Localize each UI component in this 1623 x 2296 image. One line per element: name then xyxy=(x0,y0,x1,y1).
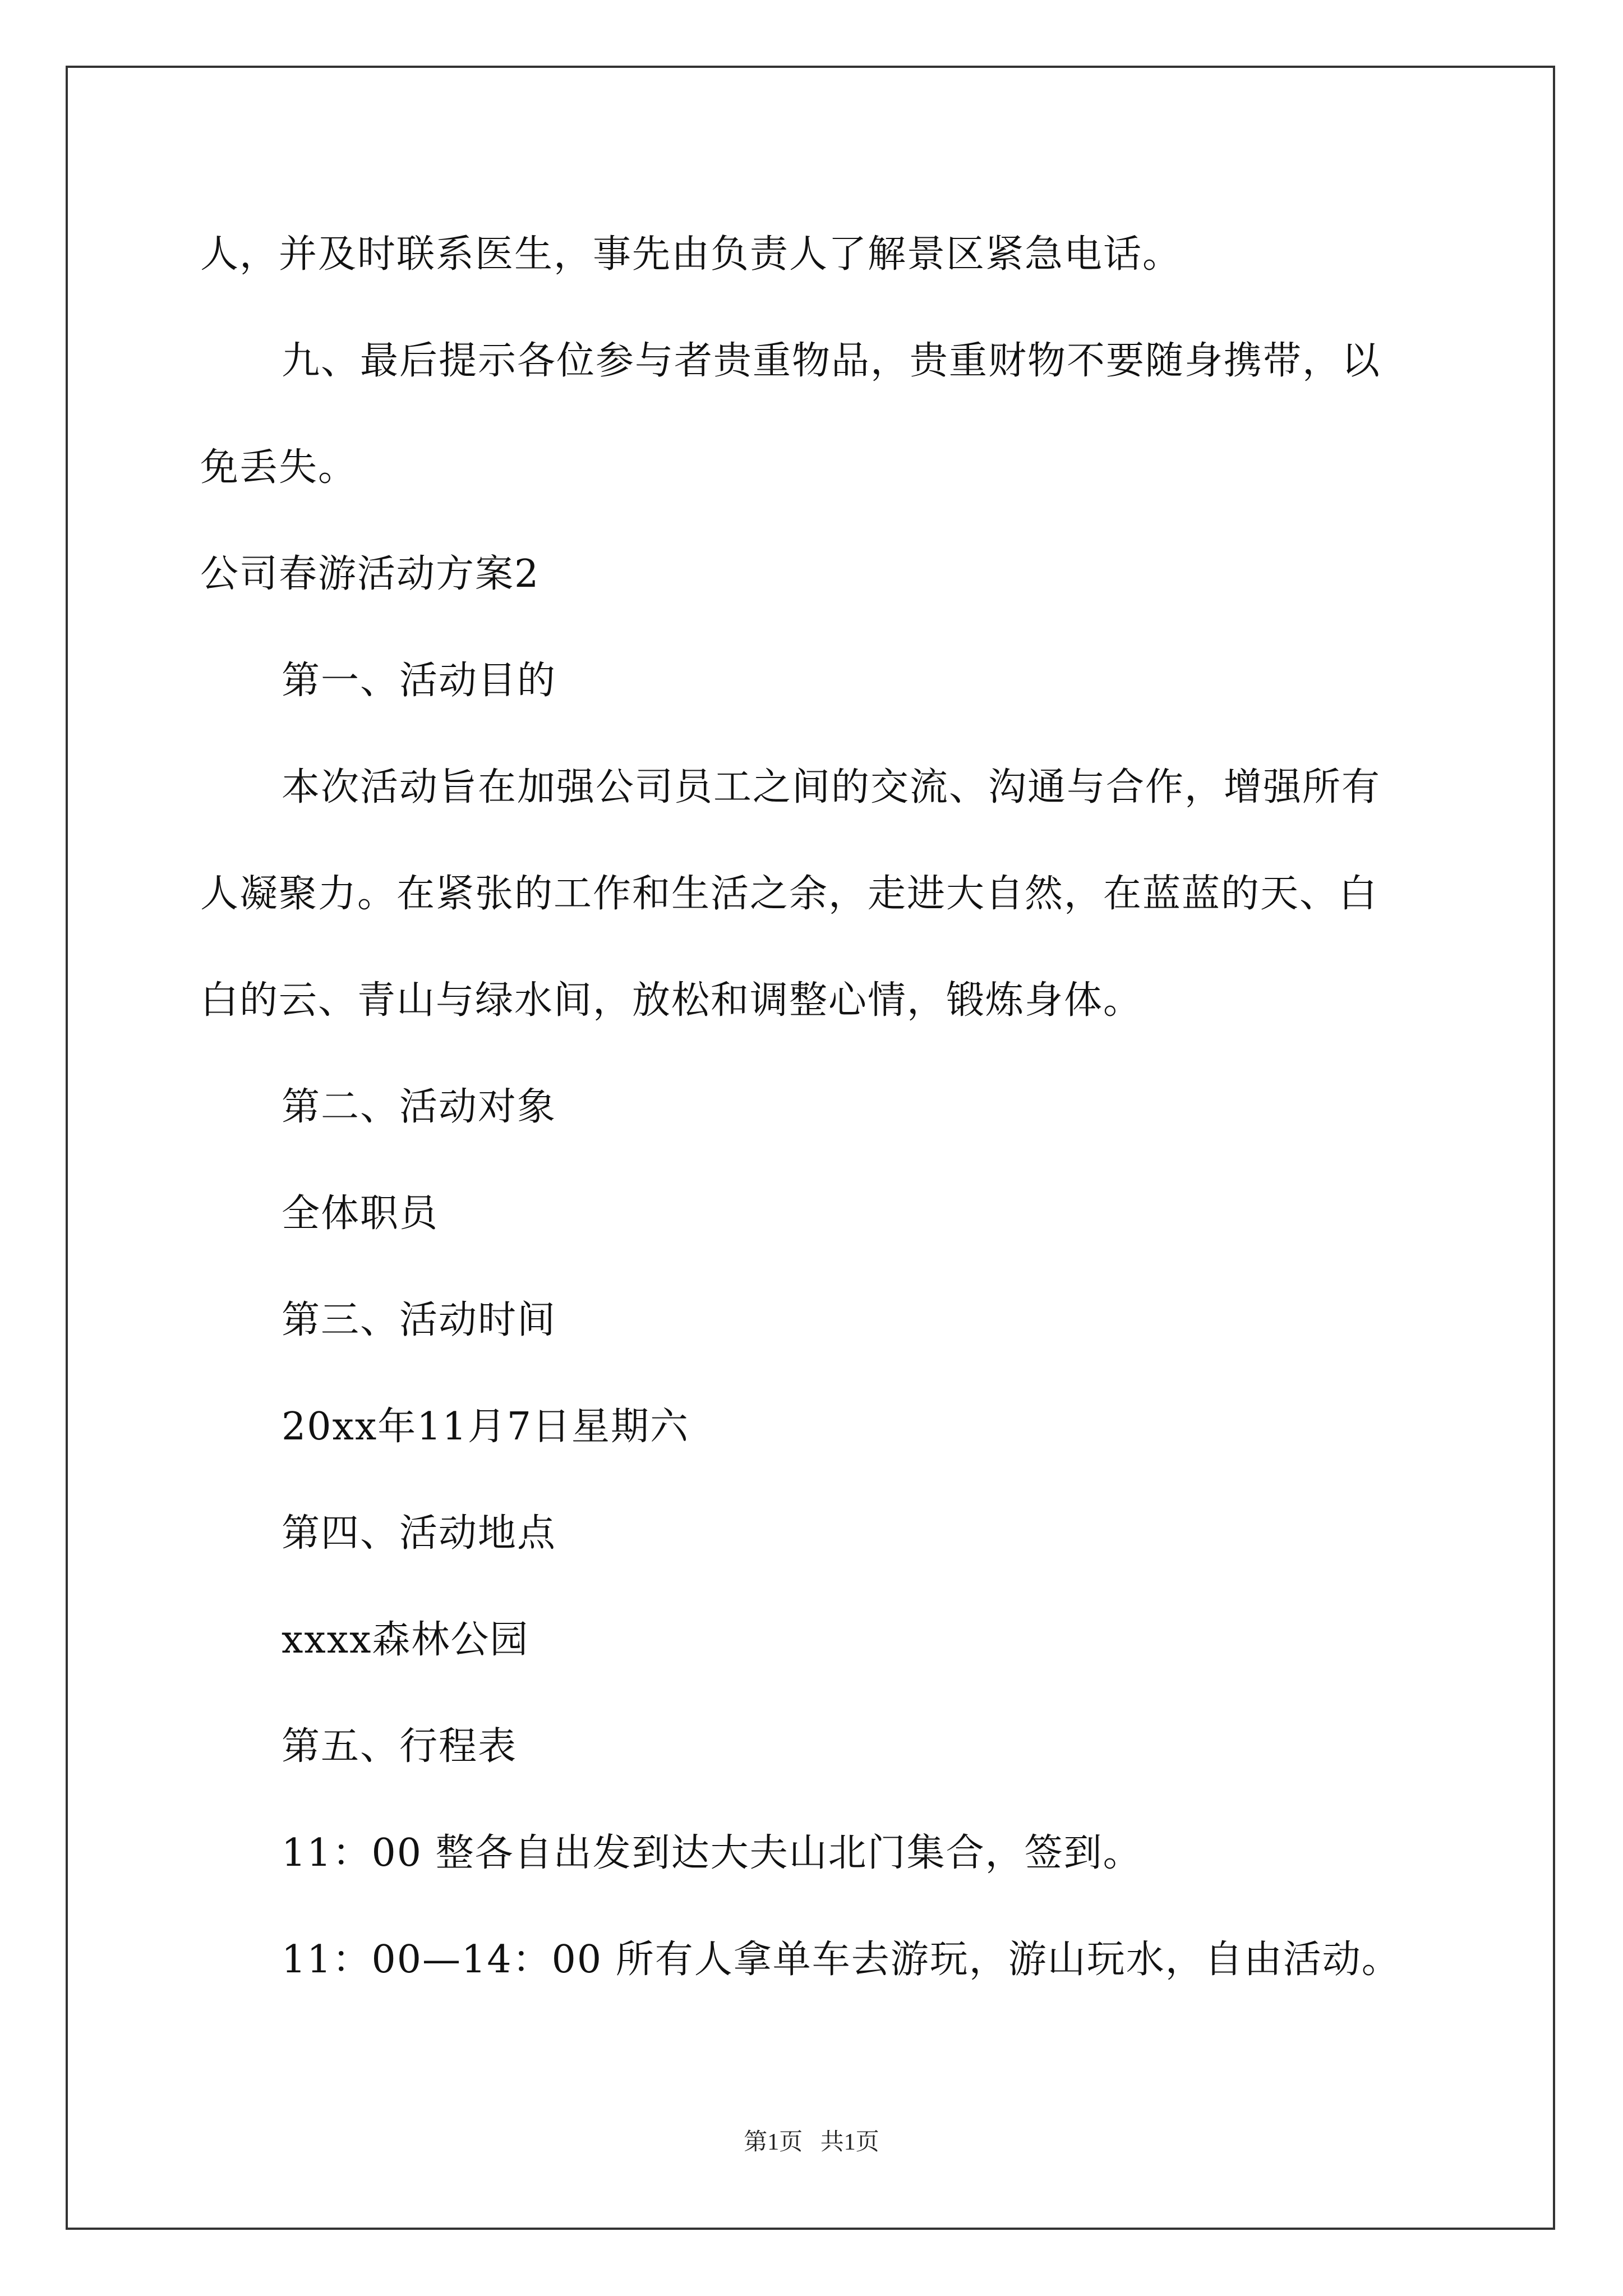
page-border xyxy=(66,66,1555,2230)
heading-purpose: 第一、活动目的 xyxy=(282,659,557,703)
heading-schedule: 第五、行程表 xyxy=(282,1724,518,1769)
heading-participants: 第二、活动对象 xyxy=(282,1085,557,1129)
heading-time: 第三、活动时间 xyxy=(282,1298,557,1342)
schedule-item: 11：00 整各自出发到达大夫山北门集合，签到。 xyxy=(282,1831,1142,1875)
location-value: xxxx森林公园 xyxy=(282,1618,529,1662)
schedule-item: 11：00—14：00 所有人拿单车去游玩，游山玩水，自由活动。 xyxy=(282,1938,1401,1982)
paragraph-line: 九、最后提示各位参与者贵重物品，贵重财物不要随身携带，以 xyxy=(282,339,1381,383)
paragraph-line: 本次活动旨在加强公司员工之间的交流、沟通与合作，增强所有 xyxy=(282,765,1381,809)
time-value: 20xx年11月7日星期六 xyxy=(282,1405,690,1449)
participants-value: 全体职员 xyxy=(282,1191,439,1236)
paragraph-line: 人凝聚力。在紧张的工作和生活之余，走进大自然，在蓝蓝的天、白 xyxy=(200,872,1378,916)
page-footer: 第1页 共1页 xyxy=(744,2129,879,2155)
paragraph-line: 白的云、青山与绿水间，放松和调整心情，锻炼身体。 xyxy=(200,978,1143,1023)
section-title: 公司春游活动方案2 xyxy=(200,552,540,596)
heading-location: 第四、活动地点 xyxy=(282,1511,557,1556)
paragraph-line: 人，并及时联系医生，事先由负责人了解景区紧急电话。 xyxy=(200,232,1182,277)
paragraph-line: 免丢失。 xyxy=(200,445,358,490)
